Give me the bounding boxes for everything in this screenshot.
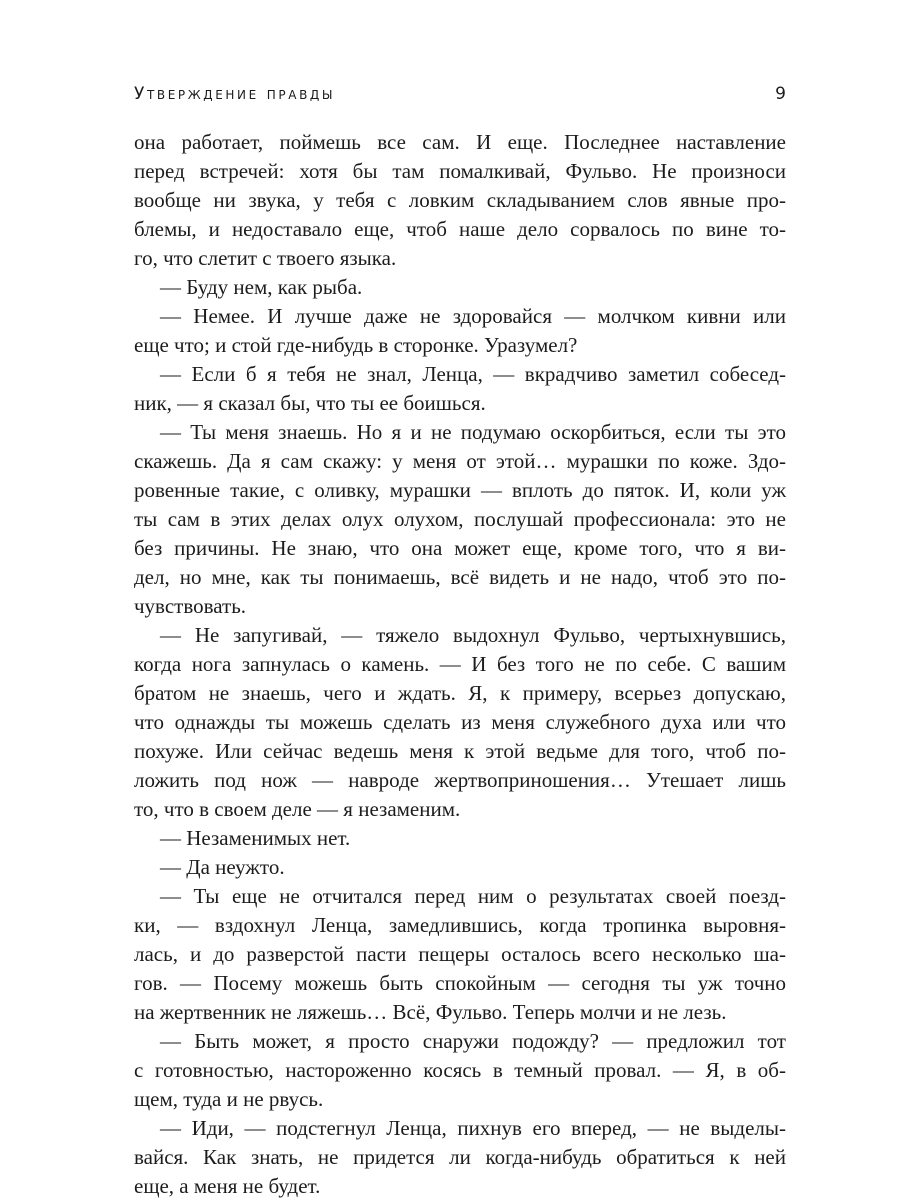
text-line: она работает, поймешь все сам. И еще. Последнее наставление <box>134 130 786 154</box>
text-line: еще что; и стой где-нибудь в сторонке. Уразумел? <box>134 333 578 357</box>
text-line: — Ты еще не отчитался перед ним о результатах своей поезд- <box>160 884 786 908</box>
text-line: го, что слетит с твоего языка. <box>134 246 397 270</box>
text-line: перед встречей: хотя бы там помалкивай, Фульво. Не произноси <box>134 159 786 183</box>
text-line: — Буду нем, как рыба. <box>160 275 363 299</box>
text-line: с готовностью, настороженно косясь в темный провал. — Я, в об- <box>134 1058 786 1082</box>
text-line: то, что в своем деле — я незаменим. <box>134 797 461 821</box>
text-line: — Иди, — подстегнул Ленца, пихнув его вперед, — не выделы- <box>160 1116 786 1140</box>
text-line: — Если б я тебя не знал, Ленца, — вкрадчиво заметил собесед- <box>160 362 786 386</box>
text-line: похуже. Или сейчас ведешь меня к этой ведьме для того, чтоб по- <box>134 739 786 763</box>
text-line: — Быть может, я просто снаружи подожду? — предложил тот <box>160 1029 786 1053</box>
text-line: скажешь. Да я сам скажу: у меня от этой… мурашки по коже. Здо- <box>134 449 786 473</box>
text-line: без причины. Не знаю, что она может еще, кроме того, что я ви- <box>134 536 786 560</box>
page-number: 9 <box>775 84 786 104</box>
text-line: ровенные такие, с оливку, мурашки — вплоть до пяток. И, коли уж <box>134 478 786 502</box>
text-line: — Ты меня знаешь. Но я и не подумаю оскорбиться, если ты это <box>160 420 786 444</box>
text-line: щем, туда и не рвусь. <box>134 1087 324 1111</box>
text-line: ты сам в этих делах олух олухом, послушай профессионала: это не <box>134 507 786 531</box>
text-line: ки, — вздохнул Ленца, замедлившись, когда тропинка выровня- <box>134 913 786 937</box>
running-title: Утверждение правды <box>134 84 336 104</box>
text-line: вайся. Как знать, не придется ли когда-нибудь обратиться к ней <box>134 1145 786 1169</box>
text-line: гов. — Посему можешь быть спокойным — сегодня ты уж точно <box>134 971 786 995</box>
text-line: что однажды ты можешь сделать из меня служебного духа или что <box>134 710 786 734</box>
text-line: когда нога запнулась о камень. — И без того не по себе. С вашим <box>134 652 786 676</box>
text-line: братом не знаешь, чего и ждать. Я, к примеру, всерьез допускаю, <box>134 681 786 705</box>
text-line: на жертвенник не ляжешь… Всё, Фульво. Теперь молчи и не лезь. <box>134 1000 727 1024</box>
text-line: — Незаменимых нет. <box>160 826 351 850</box>
text-line: дел, но мне, как ты понимаешь, всё видеть и не надо, чтоб это по- <box>134 565 786 589</box>
text-line: лась, и до разверстой пасти пещеры осталось всего несколько ша- <box>134 942 786 966</box>
text-line: — Немее. И лучше даже не здоровайся — молчком кивни или <box>160 304 786 328</box>
text-line: блемы, и недоставало еще, чтоб наше дело сорвалось по вине то- <box>134 217 786 241</box>
running-head <box>134 84 786 110</box>
body-text <box>134 128 786 1201</box>
text-line: — Не запугивай, — тяжело выдохнул Фульво, чертыхнувшись, <box>160 623 786 647</box>
text-line: вообще ни звука, у тебя с ловким складыванием слов явные про- <box>134 188 786 212</box>
text-line: — Да неужто. <box>160 855 285 879</box>
text-line: ложить под нож — навроде жертвоприношения… Утешает лишь <box>134 768 786 792</box>
text-line: чувствовать. <box>134 594 247 618</box>
text-line: еще, а меня не будет. <box>134 1174 321 1198</box>
text-line: ник, — я сказал бы, что ты ее боишься. <box>134 391 486 415</box>
